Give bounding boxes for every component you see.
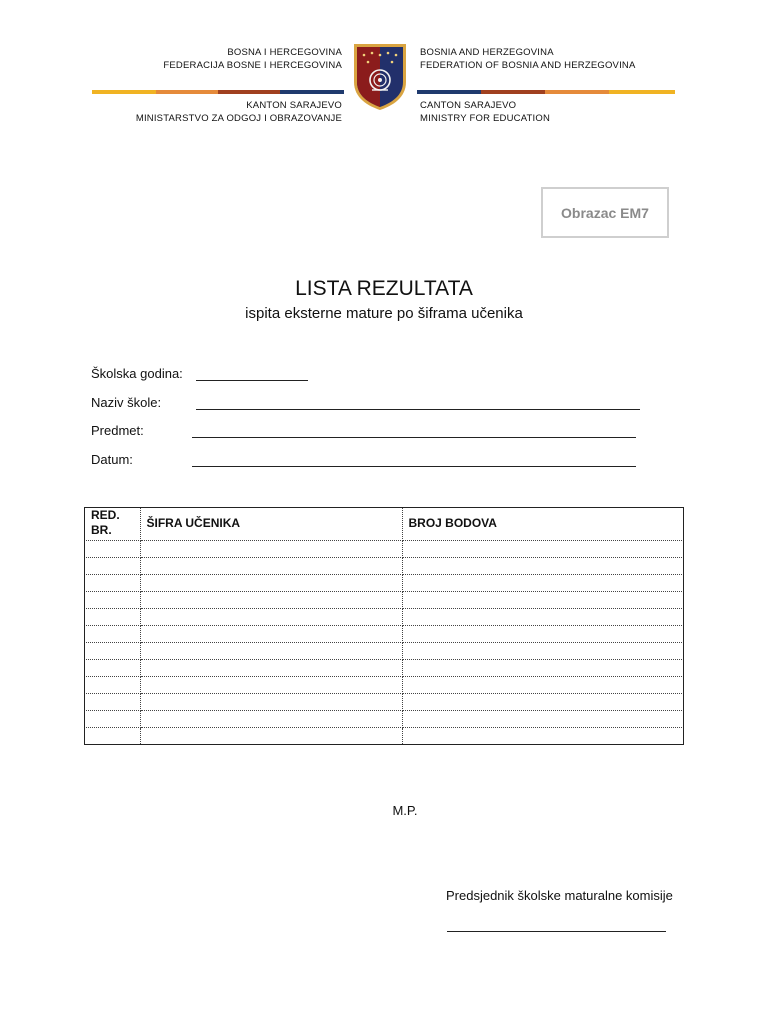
points-cell[interactable] — [402, 642, 684, 659]
table-row — [84, 659, 684, 676]
row-number-cell[interactable] — [84, 710, 140, 727]
student-code-cell[interactable] — [140, 642, 402, 659]
table-row — [84, 710, 684, 727]
student-code-cell[interactable] — [140, 676, 402, 693]
student-code-cell[interactable] — [140, 540, 402, 557]
row-number-cell[interactable] — [84, 727, 140, 744]
letterhead-line: BOSNIA AND HERZEGOVINA — [420, 47, 554, 58]
row-number-cell[interactable] — [84, 540, 140, 557]
row-number-cell[interactable] — [84, 557, 140, 574]
points-cell[interactable] — [402, 608, 684, 625]
letterhead-stripe — [609, 90, 675, 94]
letterhead-line: FEDERATION OF BOSNIA AND HERZEGOVINA — [420, 60, 636, 71]
row-number-cell[interactable] — [84, 574, 140, 591]
table-row — [84, 676, 684, 693]
page-title: LISTA REZULTATA — [295, 277, 473, 300]
stamp-placeholder: M.P. — [392, 803, 418, 818]
letterhead-stripe — [218, 90, 280, 94]
student-code-cell[interactable] — [140, 591, 402, 608]
table-row — [84, 591, 684, 608]
points-cell[interactable] — [402, 710, 684, 727]
letterhead-line: MINISTRY FOR EDUCATION — [420, 113, 551, 124]
table-row — [84, 693, 684, 710]
row-number-cell[interactable] — [84, 676, 140, 693]
signature-label: Predsjednik školske maturalne komisije — [446, 888, 673, 903]
row-number-cell[interactable] — [84, 693, 140, 710]
letterhead-stripe — [417, 90, 481, 94]
student-code-cell[interactable] — [140, 710, 402, 727]
student-code-cell[interactable] — [140, 557, 402, 574]
student-code-cell[interactable] — [140, 659, 402, 676]
letterhead-right-top — [420, 46, 636, 72]
letterhead-line: MINISTARSTVO ZA ODGOJ I OBRAZOVANJE — [135, 113, 342, 124]
student-code-cell[interactable] — [140, 727, 402, 744]
school-year-label: Školska godina: — [91, 366, 183, 381]
letterhead-line: KANTON SARAJEVO — [246, 100, 342, 111]
points-cell[interactable] — [402, 574, 684, 591]
table-row — [84, 727, 684, 744]
row-number-cell[interactable] — [84, 659, 140, 676]
points-cell[interactable] — [402, 540, 684, 557]
points-cell[interactable] — [402, 557, 684, 574]
letterhead-line: BOSNA I HERCEGOVINA — [227, 47, 342, 58]
date-label: Datum: — [91, 452, 133, 467]
table-header-row — [84, 507, 684, 540]
school-name-label: Naziv škole: — [91, 395, 162, 410]
school-name-field[interactable] — [196, 409, 640, 410]
letterhead-stripe — [280, 90, 344, 94]
table-row — [84, 608, 684, 625]
points-cell[interactable] — [402, 676, 684, 693]
letterhead-stripe — [92, 90, 156, 94]
subject-field[interactable] — [192, 437, 636, 438]
points-cell[interactable] — [402, 625, 684, 642]
letterhead-line: FEDERACIJA BOSNE I HERCEGOVINA — [163, 60, 342, 71]
date-field[interactable] — [192, 466, 636, 467]
student-code-cell[interactable] — [140, 608, 402, 625]
student-code-cell[interactable] — [140, 625, 402, 642]
points-cell[interactable] — [402, 693, 684, 710]
subject-label: Predmet: — [91, 423, 144, 438]
column-header-row-number: RED. BR. — [84, 507, 140, 540]
column-header-points: BROJ BODOVA — [402, 507, 684, 540]
table-row — [84, 574, 684, 591]
student-code-cell[interactable] — [140, 693, 402, 710]
row-number-cell[interactable] — [84, 642, 140, 659]
row-number-cell[interactable] — [84, 625, 140, 642]
points-cell[interactable] — [402, 727, 684, 744]
letterhead-stripe — [481, 90, 545, 94]
letterhead-stripe — [156, 90, 218, 94]
letterhead-left-bottom — [136, 99, 342, 125]
table-row — [84, 557, 684, 574]
table-row — [84, 625, 684, 642]
column-header-student-code: ŠIFRA UČENIKA — [140, 507, 402, 540]
student-code-cell[interactable] — [140, 574, 402, 591]
signature-line[interactable] — [447, 931, 666, 932]
letterhead-line: CANTON SARAJEVO — [420, 100, 517, 111]
table-row — [84, 540, 684, 557]
results-table — [84, 507, 684, 744]
canton-coat-of-arms-logo — [352, 42, 408, 112]
row-number-cell[interactable] — [84, 608, 140, 625]
letterhead-stripe — [545, 90, 609, 94]
points-cell[interactable] — [402, 659, 684, 676]
points-cell[interactable] — [402, 591, 684, 608]
form-code: Obrazac EM7 — [561, 204, 649, 221]
table-row — [84, 642, 684, 659]
form-code-box — [541, 187, 669, 238]
letterhead-right-bottom — [420, 99, 550, 125]
letterhead-left-top — [163, 46, 342, 72]
row-number-cell[interactable] — [84, 591, 140, 608]
page-subtitle: ispita eksterne mature po šiframa učenika — [245, 305, 523, 322]
school-year-field[interactable] — [196, 380, 308, 381]
